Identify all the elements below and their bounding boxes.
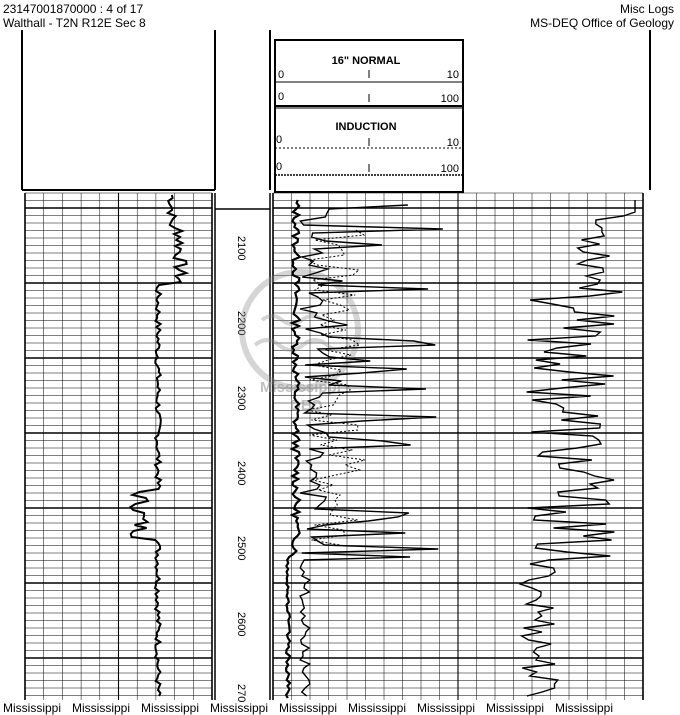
watermark-text: Mississippi	[260, 379, 341, 396]
induction-scale-1-right: 10	[446, 137, 459, 149]
api-page-label: 23147001870000 : 4 of 17	[3, 2, 144, 16]
footer-label: Mississippi	[72, 701, 131, 715]
induction-scale-2-right: 100	[440, 163, 459, 175]
depth-2200: 2200	[235, 311, 247, 336]
watermark-subtext: DEQ	[290, 397, 323, 414]
induction-scale-1-left: 0	[276, 134, 283, 146]
depth-2300: 2300	[235, 386, 247, 411]
footer-watermark-row	[0, 701, 680, 715]
depth-2400: 2400	[235, 461, 247, 486]
log-type-label: Misc Logs	[619, 2, 674, 16]
agency-label: MS-DEQ Office of Geology	[530, 16, 674, 30]
sp-curve	[131, 195, 187, 696]
depth-2700: 270	[235, 684, 247, 703]
footer-label: Mississippi	[279, 701, 338, 715]
footer-label: Mississippi	[141, 701, 200, 715]
depth-2600: 2600	[235, 612, 247, 637]
normal-scale-2-right: 100	[440, 93, 459, 105]
normal-curve-title: 16" NORMAL	[331, 55, 401, 67]
normal-scale-1-left: 0	[278, 69, 285, 81]
normal-scale-1-right: 10	[446, 69, 459, 81]
footer-label: Mississippi	[486, 701, 545, 715]
induction-scale-2-left: 0	[276, 161, 283, 173]
location-label: Walthall - T2N R12E Sec 8	[3, 16, 146, 30]
left-track-grid	[25, 193, 212, 700]
depth-2100: 2100	[235, 236, 247, 261]
footer-label: Mississippi	[417, 701, 476, 715]
normal-scale-2-left: 0	[278, 91, 285, 103]
depth-2500: 2500	[235, 536, 247, 561]
footer-label: Mississippi	[210, 701, 269, 715]
induction-curve-title: INDUCTION	[335, 121, 397, 133]
footer-label: Mississippi	[3, 701, 62, 715]
footer-label: Mississippi	[555, 701, 614, 715]
footer-label: Mississippi	[348, 701, 407, 715]
